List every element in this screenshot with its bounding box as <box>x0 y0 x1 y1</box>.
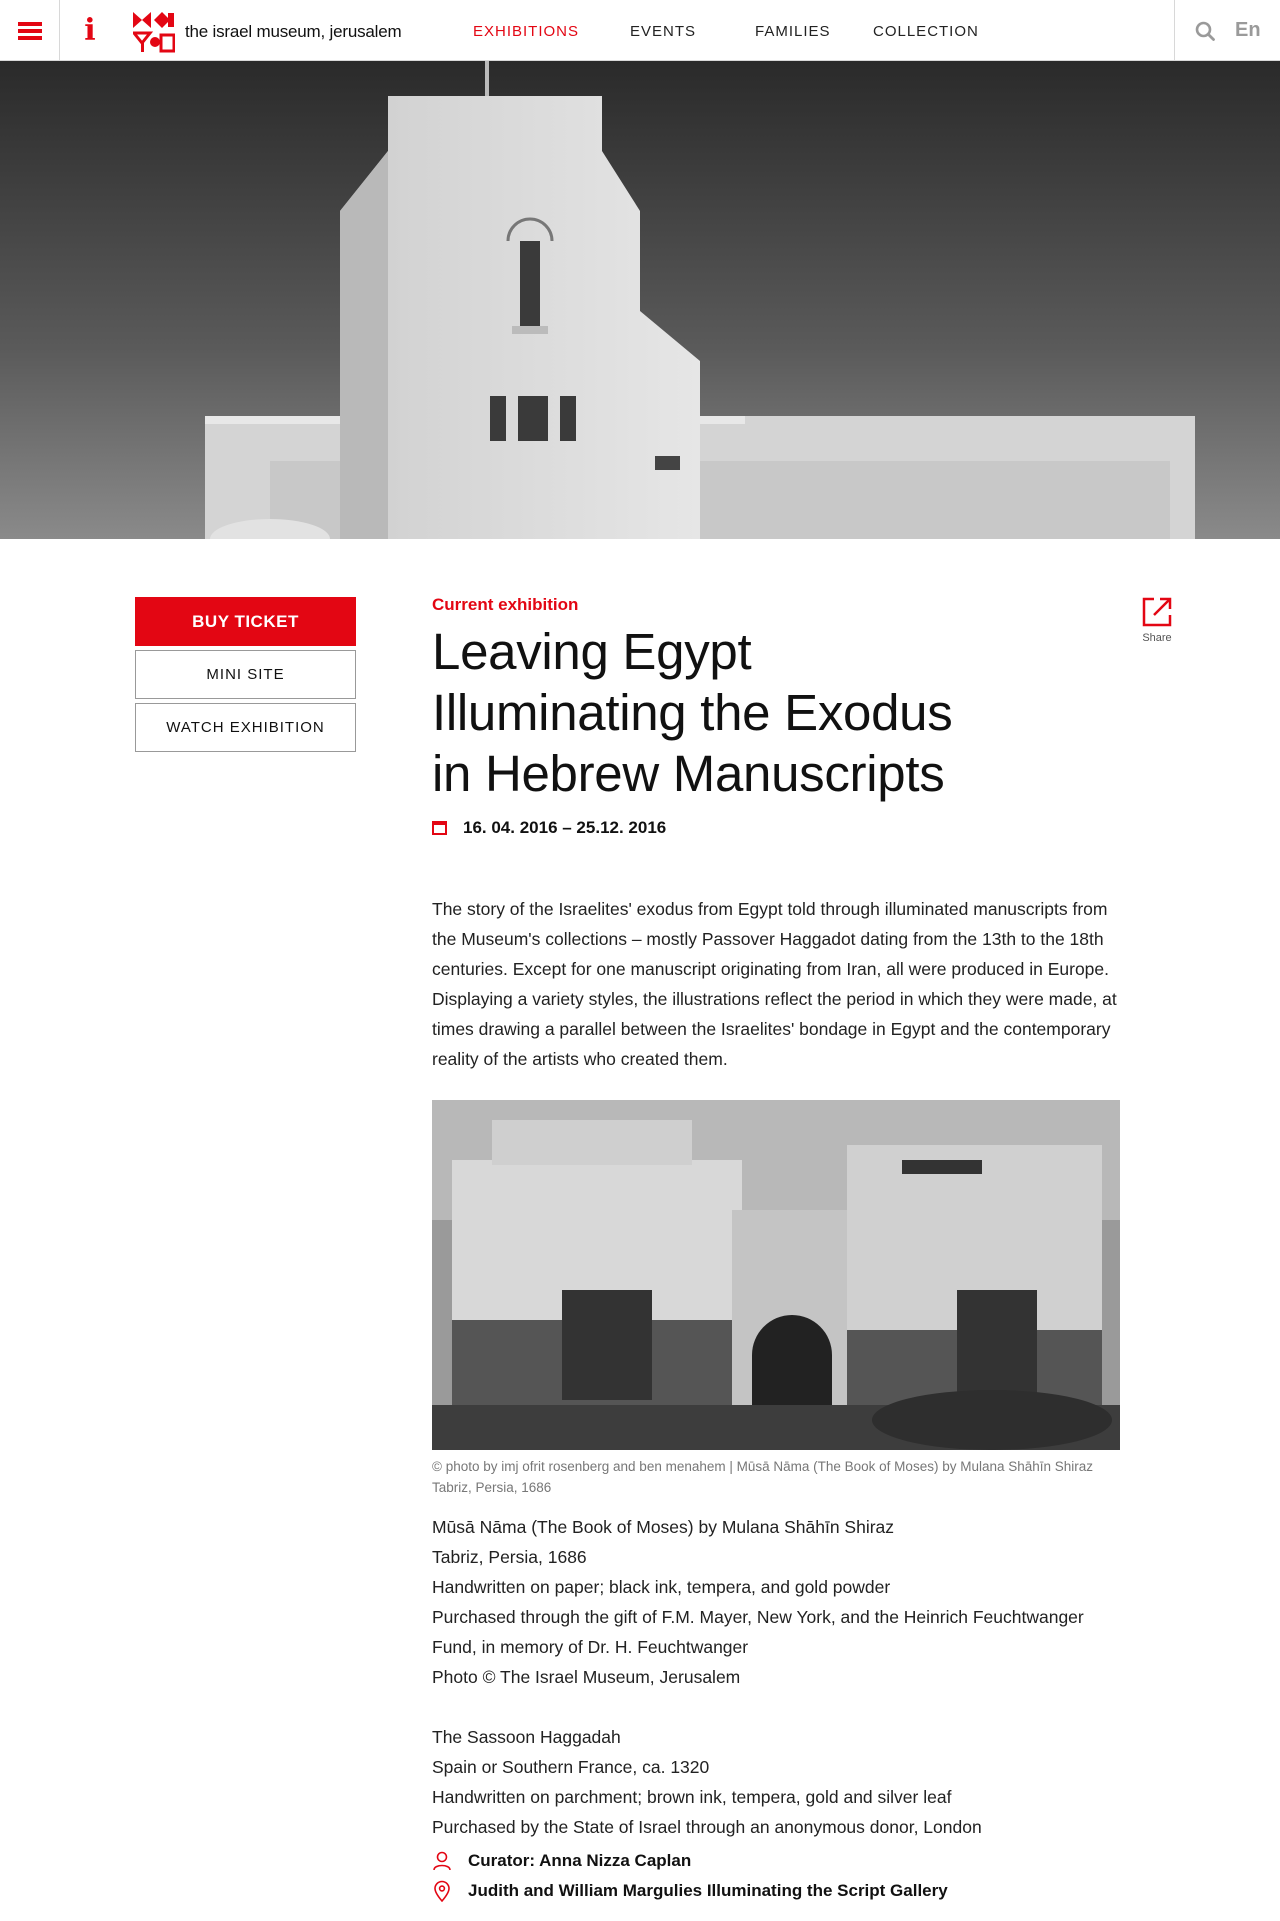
artwork-credits <box>432 1512 1122 1842</box>
credit-line: Purchased by the State of Israel through an anonymous donor, London <box>432 1817 982 1837</box>
exhibition-description: The story of the Israelites' exodus from Egypt told through illuminated manuscripts from the Museum's collections – mostly Passover Haggadot dating from the 13th to the 18th centuries. Except for one manuscript originating from Iran, all were produced in Europe. Displaying a variety styles, the illustrations reflect the period in which they were made, at times drawing a parallel between the Israelites' bondage in Egypt and the contemporary reality of the artists who created them. <box>432 899 1117 1069</box>
watch-exhibition-button[interactable]: WATCH EXHIBITION <box>135 703 356 752</box>
exhibition-title <box>432 621 1122 804</box>
calendar-icon <box>432 821 447 835</box>
exhibition-photo[interactable] <box>432 1100 1120 1450</box>
exhibition-content <box>432 592 1122 1902</box>
credit-line: Mūsā Nāma (The Book of Moses) by Mulana Shāhīn Shiraz <box>432 1517 895 1537</box>
credit-line: Spain or Southern France, ca. 1320 <box>432 1757 710 1777</box>
gallery-name: Judith and William Margulies Illuminating the Script Gallery <box>468 1881 948 1900</box>
nav-exhibitions[interactable]: EXHIBITIONS <box>473 23 580 40</box>
credit-line: Photo © The Israel Museum, Jerusalem <box>432 1667 741 1687</box>
title-line: Illuminating the Exodus <box>432 684 953 741</box>
location-pin-icon <box>432 1880 452 1902</box>
title-line: in Hebrew Manuscripts <box>432 745 945 802</box>
credit-line: Handwritten on parchment; brown ink, tempera, gold and silver leaf <box>432 1787 952 1807</box>
header-tools <box>1174 0 1280 61</box>
share-button[interactable] <box>1138 595 1176 644</box>
share-label: Share <box>1142 632 1172 644</box>
menu-button[interactable] <box>0 0 60 61</box>
credit-line: Purchased through the gift of F.M. Mayer, New York, and the Heinrich Feuchtwanger Fund, in memory of Dr. H. Feuchtwanger <box>432 1607 1084 1657</box>
credit-line: Handwritten on paper; black ink, tempera, and gold powder <box>432 1577 891 1597</box>
hero-image <box>0 61 1280 539</box>
credit-line: The Sassoon Haggadah <box>432 1727 621 1747</box>
curator-info <box>432 1850 1122 1872</box>
exhibition-dates <box>432 818 1122 838</box>
nav-families[interactable]: FAMILIES <box>755 23 831 40</box>
gallery-info[interactable] <box>432 1880 1122 1902</box>
date-range: 16. 04. 2016 – 25.12. 2016 <box>463 818 667 837</box>
logo-text: the israel museum, jerusalem <box>185 22 402 41</box>
nav-events[interactable]: EVENTS <box>630 23 697 40</box>
search-icon[interactable] <box>1195 21 1215 41</box>
site-header <box>0 0 1280 61</box>
hamburger-icon <box>18 19 42 43</box>
title-line: Leaving Egypt <box>432 623 752 680</box>
share-icon <box>1140 595 1174 629</box>
buy-ticket-button[interactable]: BUY TICKET <box>135 597 356 646</box>
mini-site-button[interactable]: MINI SITE <box>135 650 356 699</box>
logo-icon <box>133 11 175 53</box>
language-switch[interactable]: En <box>1235 19 1261 41</box>
photo-caption: © photo by imj ofrit rosenberg and ben menahem | Mūsā Nāma (The Book of Moses) by Mulana Shāhīn Shiraz Tabriz, Persia, 1686 <box>432 1459 1094 1495</box>
exhibition-status: Current exhibition <box>432 595 579 614</box>
person-icon <box>432 1850 452 1872</box>
info-button[interactable]: i <box>84 13 96 48</box>
curator-name: Curator: Anna Nizza Caplan <box>468 1851 692 1870</box>
museum-logo[interactable] <box>133 11 401 53</box>
action-sidebar <box>135 597 357 756</box>
nav-collection[interactable]: COLLECTION <box>873 23 979 40</box>
credit-line: Tabriz, Persia, 1686 <box>432 1547 587 1567</box>
